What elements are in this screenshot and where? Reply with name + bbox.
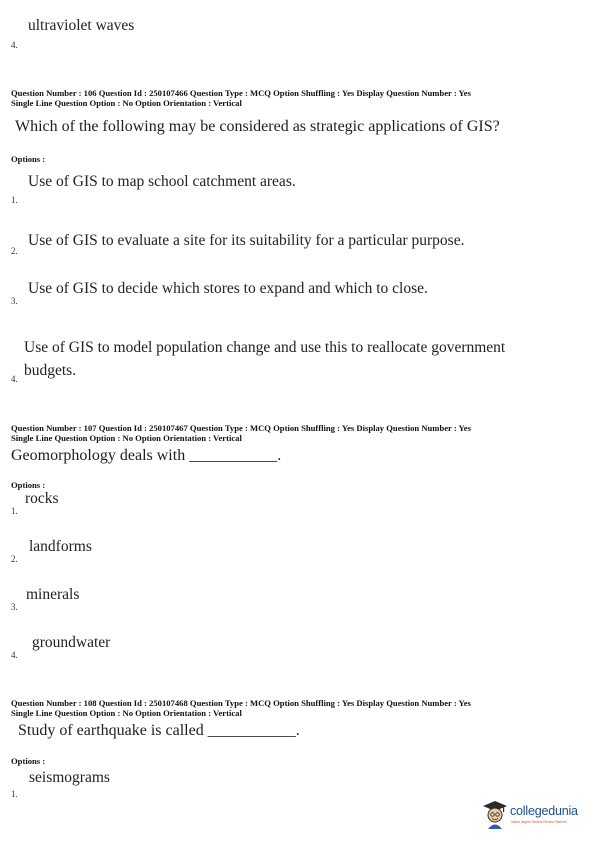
option-4-number: 4. [11, 374, 18, 384]
question-meta-line1: Question Number : 106 Question Id : 250107466 Question Type : MCQ Option Shuffling : Yes Display Question Number : Yes [11, 88, 471, 98]
collegedunia-watermark [482, 798, 590, 832]
prev-option-4-text: ultraviolet waves [28, 17, 135, 34]
option-1-text: rocks [25, 490, 59, 507]
option-2-text: landforms [29, 538, 92, 555]
brand-tagline: India's largest Student Review Platform [511, 820, 567, 824]
option-4-text-line2: budgets. [24, 362, 77, 379]
question-text: Geomorphology deals with ___________. [11, 447, 282, 464]
option-2-text: Use of GIS to evaluate a site for its suitability for a particular purpose. [28, 232, 465, 249]
question-meta-line2: Single Line Question Option : No Option Orientation : Vertical [11, 98, 242, 108]
question-text: Study of earthquake is called ___________. [18, 722, 300, 739]
option-2-number: 2. [11, 554, 18, 564]
option-3-number: 3. [11, 602, 18, 612]
options-label: Options : [11, 154, 46, 164]
option-4-number: 4. [11, 650, 18, 660]
option-4-text: groundwater [32, 634, 111, 651]
prev-option-4-number: 4. [11, 40, 18, 50]
question-meta-line2: Single Line Question Option : No Option Orientation : Vertical [11, 708, 242, 718]
option-3-text: Use of GIS to decide which stores to expand and which to close. [28, 280, 428, 297]
option-3-number: 3. [11, 296, 18, 306]
option-1-number: 1. [11, 195, 18, 205]
option-1-text: Use of GIS to map school catchment areas. [28, 173, 296, 190]
graduate-mascot-icon [482, 800, 508, 830]
option-1-number: 1. [11, 506, 18, 516]
option-1-text: seismograms [29, 769, 110, 786]
question-text: Which of the following may be considered as strategic applications of GIS? [15, 118, 500, 135]
options-label: Options : [11, 756, 46, 766]
question-meta-line1: Question Number : 107 Question Id : 250107467 Question Type : MCQ Option Shuffling : Yes Display Question Number : Yes [11, 423, 471, 433]
option-2-number: 2. [11, 246, 18, 256]
brand-name: collegedunia [510, 804, 578, 818]
options-label: Options : [11, 480, 46, 490]
question-meta-line2: Single Line Question Option : No Option Orientation : Vertical [11, 433, 242, 443]
option-4-text-line1: Use of GIS to model population change and use this to reallocate government [24, 339, 506, 356]
option-3-text: minerals [26, 586, 80, 603]
option-1-number: 1. [11, 789, 18, 799]
question-meta-line1: Question Number : 108 Question Id : 250107468 Question Type : MCQ Option Shuffling : Yes Display Question Number : Yes [11, 698, 471, 708]
